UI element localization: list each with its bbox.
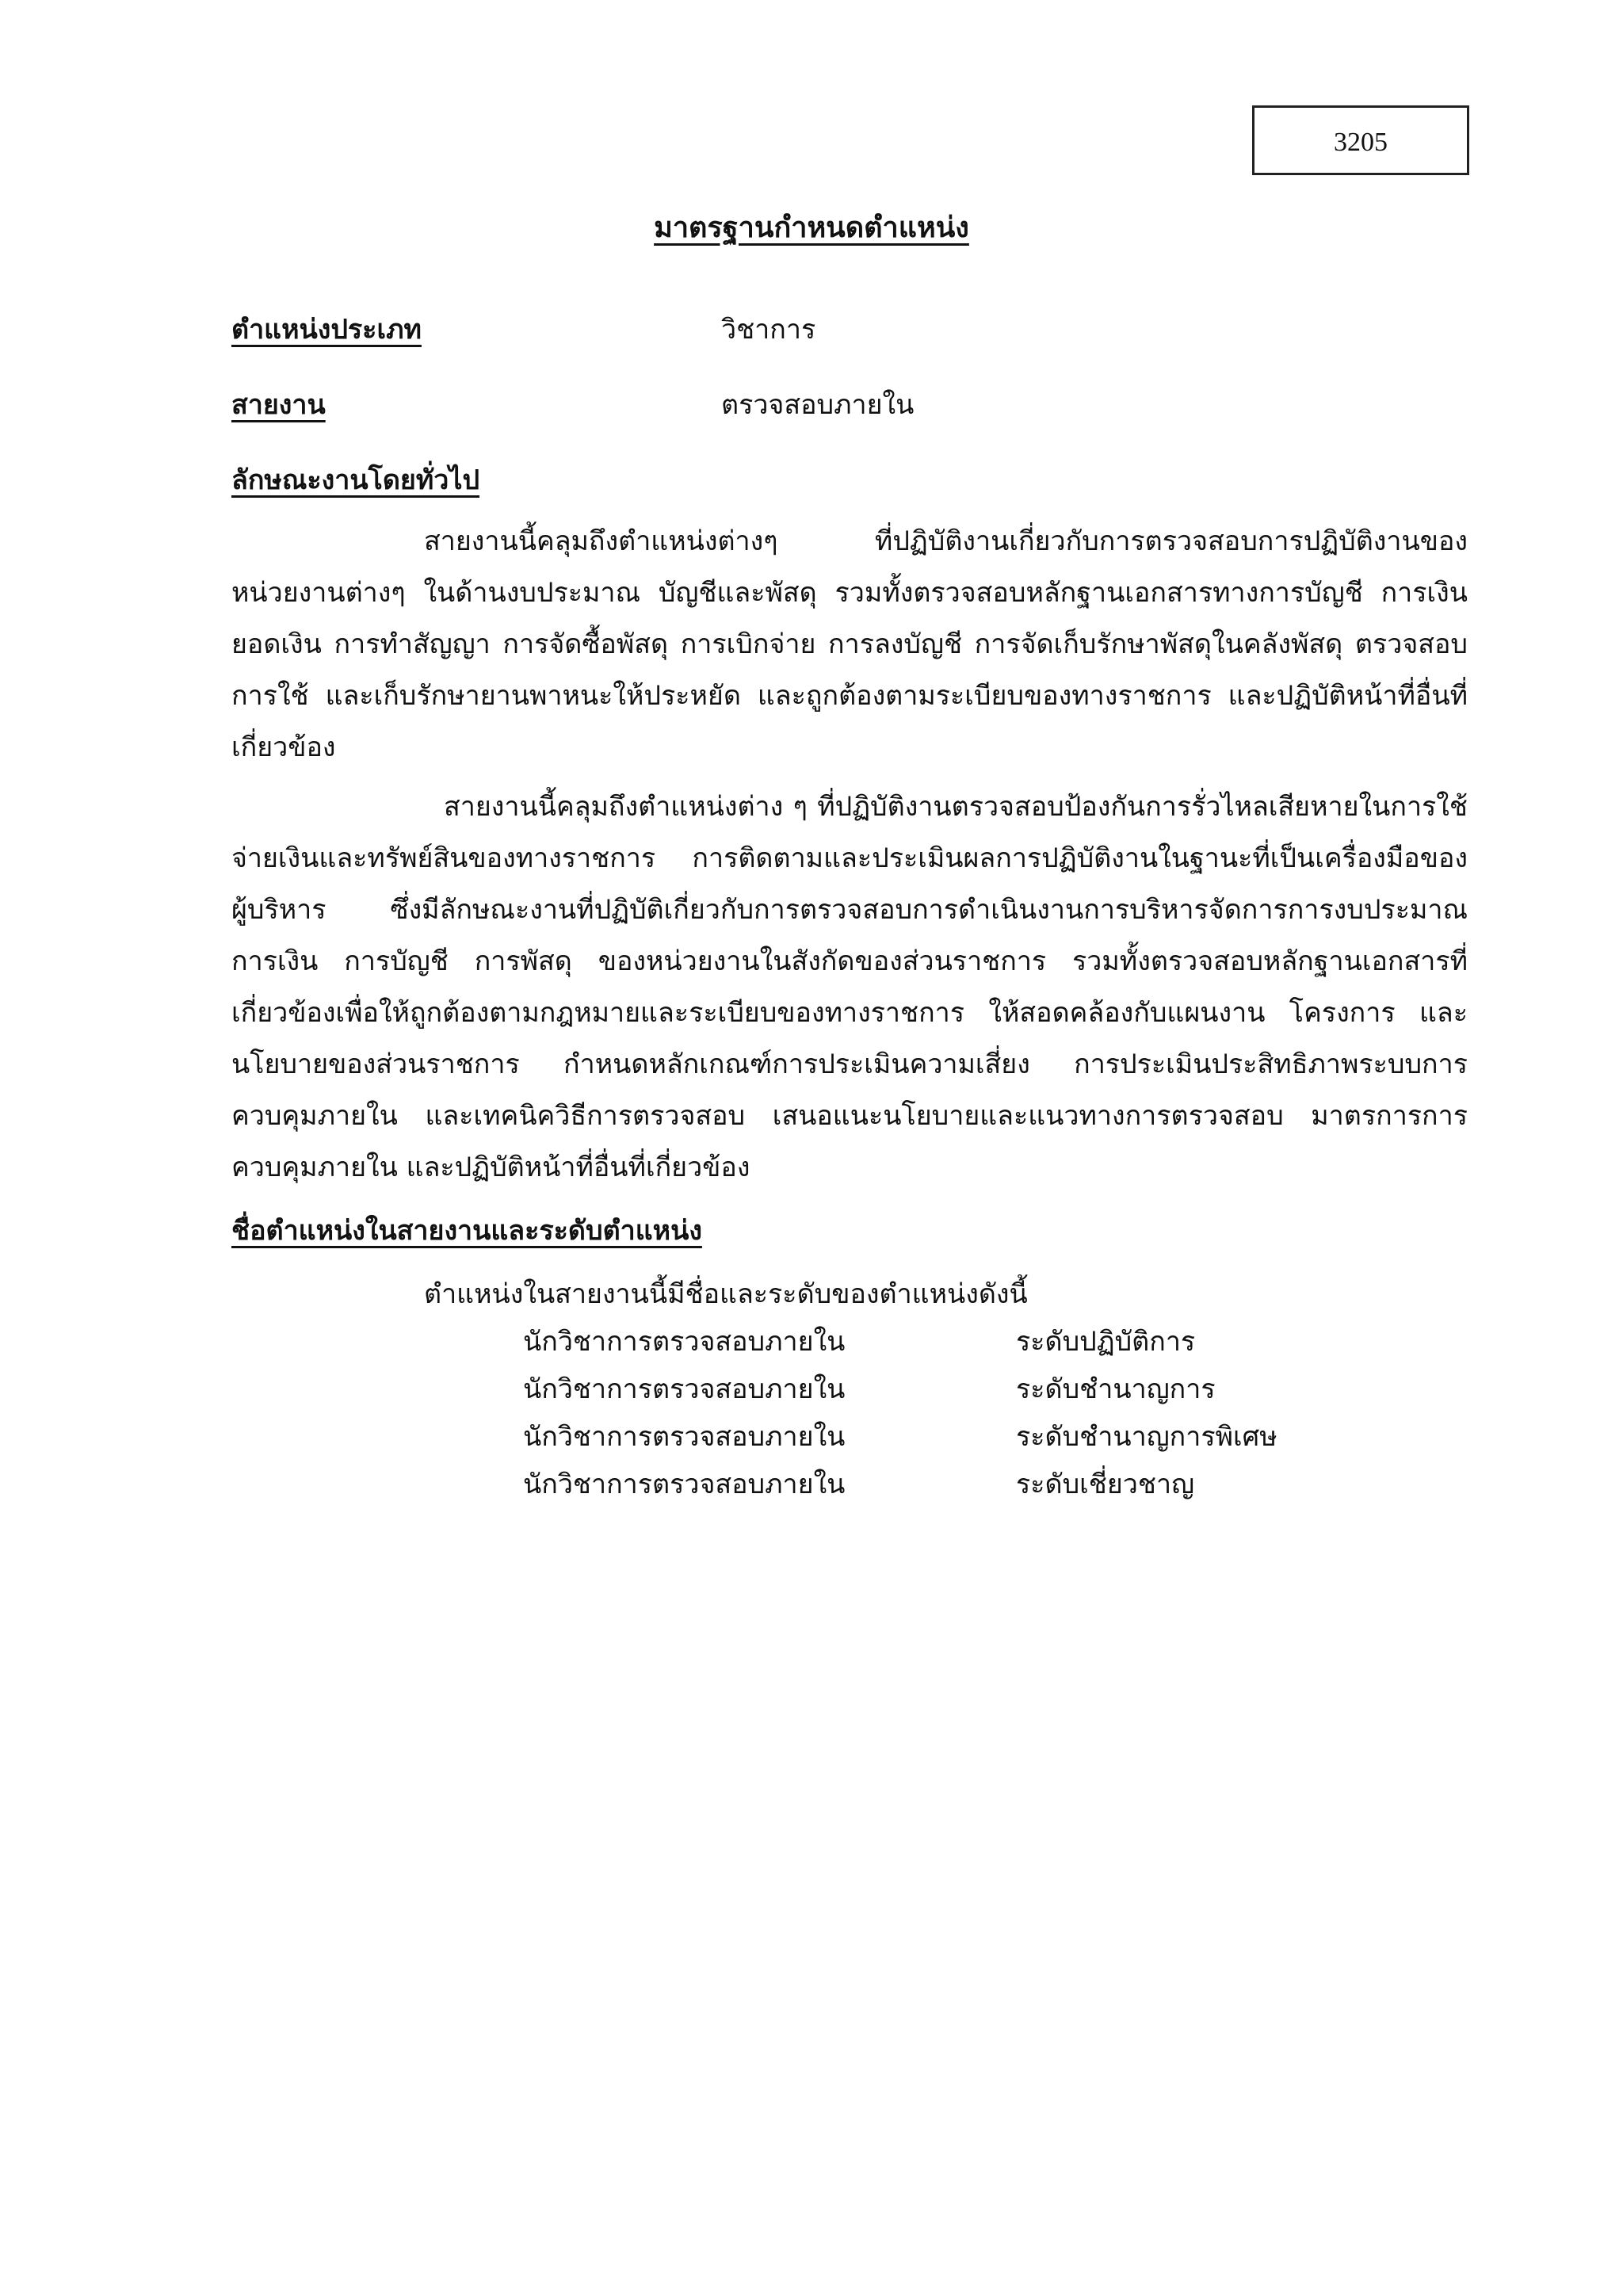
paragraph-2-line: ควบคุมภายใน และปฏิบัติหน้าที่อื่นที่เกี่ยวข้อง [231,1152,750,1183]
position-type-label: ตำแหน่งประเภท [231,314,422,346]
paragraph-2-line: ควบคุมภายใน และเทคนิควิธีการตรวจสอบ เสนอแนะนโยบายและแนวทางการตรวจสอบ มาตรการการ [231,1100,1468,1132]
document-code-box [1252,105,1469,175]
page-title: มาตรฐานกำหนดตำแหน่ง [654,212,969,244]
document-code: 3205 [1334,128,1388,157]
paragraph-1-line: สายงานนี้คลุมถึงตำแหน่งต่างๆ ที่ปฏิบัติงานเกี่ยวกับการตรวจสอบการปฏิบัติงานของ [424,525,1468,557]
position-name: นักวิชาการตรวจสอบภายใน [523,1326,846,1358]
position-type-value: วิชาการ [721,314,816,346]
paragraph-2-line: นโยบายของส่วนราชการ กำหนดหลักเกณฑ์การประเมินความเสี่ยง การประเมินประสิทธิภาพระบบการ [231,1049,1468,1080]
paragraph-1-line: ยอดเงิน การทำสัญญา การจัดซื้อพัสดุ การเบิกจ่าย การลงบัญชี การจัดเก็บรักษาพัสดุในคลังพัสดุ ตรวจสอบ [231,628,1468,660]
general-description-heading: ลักษณะงานโดยทั่วไป [231,464,480,496]
paragraph-1-line: หน่วยงานต่างๆ ในด้านงบประมาณ บัญชีและพัสดุ รวมทั้งตรวจสอบหลักฐานเอกสารทางการบัญชี การเงิน [231,577,1468,609]
position-level: ระดับเชี่ยวชาญ [1016,1469,1195,1500]
positions-intro: ตำแหน่งในสายงานนี้มีชื่อและระดับของตำแหน่งดังนี้ [424,1278,1028,1310]
position-level: ระดับชำนาญการ [1016,1373,1216,1405]
paragraph-2-line: การเงิน การบัญชี การพัสดุ ของหน่วยงานในสังกัดของส่วนราชการ รวมทั้งตรวจสอบหลักฐานเอกสารที่ [231,946,1468,977]
paragraph-2-line: เกี่ยวข้องเพื่อให้ถูกต้องตามกฎหมายและระเบียบของทางราชการ ให้สอดคล้องกับแผนงาน โครงการ และ [231,997,1468,1029]
position-level: ระดับชำนาญการพิเศษ [1016,1421,1277,1453]
paragraph-1-line: เกี่ยวข้อง [231,732,336,763]
paragraph-1-line: การใช้ และเก็บรักษายานพาหนะให้ประหยัด และถูกต้องตามระเบียบของทางราชการ และปฏิบัติหน้าที่อื่นที่ [231,680,1468,712]
job-line-value: ตรวจสอบภายใน [721,389,915,421]
positions-heading: ชื่อตำแหน่งในสายงานและระดับตำแหน่ง [231,1215,702,1247]
job-line-label: สายงาน [231,389,326,421]
paragraph-2-line: ผู้บริหาร ซึ่งมีลักษณะงานที่ปฏิบัติเกี่ยวกับการตรวจสอบการดำเนินงานการบริหารจัดการการงบประมาณ [231,894,1468,926]
position-name: นักวิชาการตรวจสอบภายใน [523,1469,846,1500]
position-name: นักวิชาการตรวจสอบภายใน [523,1373,846,1405]
position-name: นักวิชาการตรวจสอบภายใน [523,1421,846,1453]
paragraph-2-line: จ่ายเงินและทรัพย์สินของทางราชการ การติดตามและประเมินผลการปฏิบัติงานในฐานะที่เป็นเครื่องมือของ [231,842,1468,874]
paragraph-2-line: สายงานนี้คลุมถึงตำแหน่งต่าง ๆ ที่ปฏิบัติงานตรวจสอบป้องกันการรั่วไหลเสียหายในการใช้ [444,791,1468,823]
position-level: ระดับปฏิบัติการ [1016,1326,1196,1358]
